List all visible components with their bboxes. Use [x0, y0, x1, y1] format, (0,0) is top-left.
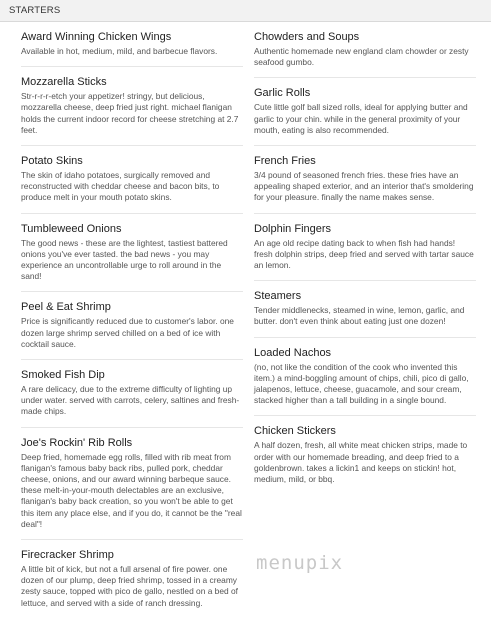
menu-item-description: Available in hot, medium, mild, and barbecue flavors. — [21, 46, 218, 56]
menu-item-description: (no, not like the condition of the cook who invented this item.) a mind-boggling amount of chips, chili, pico di gallo, jalapenos, lettuce, cheese, guacamole, and sour cream, stacked higher than a tall building in a single bound. — [254, 361, 469, 406]
menu-item-name: Award Winning Chicken Wings — [21, 31, 172, 43]
menu-item-description: A rare delicacy, due to the extreme difficulty of lighting up under water. served with carrots, celery, saltines and fresh-made chips. — [21, 384, 240, 417]
menu-item-description: Price is significantly reduced due to customer's labor. one dozen large shrimp served chilled on a bed of ice with cocktail sauce. — [21, 316, 234, 349]
menu-item-name: Tumbleweed Onions — [21, 222, 122, 235]
menu-item — [21, 75, 243, 146]
left-column — [21, 30, 243, 626]
menu-item-description: Tender middlenecks, steamed in wine, lemon, garlic, and butter. don't even think about eating just one dozen! — [254, 305, 465, 327]
section-title: STARTERS — [9, 5, 61, 16]
menu-item-description: The skin of idaho potatoes, surgically removed and reconstructed with cheddar cheese and bacon bits, to produce melt in your mouth potato skins. — [21, 170, 220, 203]
menu-item-name: Loaded Nachos — [254, 346, 332, 359]
menu-item-name: Peel & Eat Shrimp — [21, 301, 111, 314]
menu-item — [254, 346, 476, 417]
menu-item — [254, 289, 476, 337]
menu-item-description: A little bit of kick, but not a full arsenal of fire power. one dozen of our plump, deep fried shrimp, tossed in a creamy zesty sauce, topped with pico de gallo, nestled on a bed of lettuce, and served with a side of ranch dressing. — [21, 564, 238, 608]
section-header — [0, 0, 491, 22]
menu-item-name: Firecracker Shrimp — [21, 549, 114, 562]
menupix-watermark: menupix — [256, 552, 344, 574]
menu-item — [254, 86, 476, 146]
menu-item — [21, 436, 243, 540]
menu-item — [21, 368, 243, 428]
menu-item-name: Potato Skins — [21, 155, 83, 168]
menu-item-description: The good news - these are the lightest, tastiest battered onions you've ever tasted. the bad news - you may experience an uncontrollable urge to roll around in the sand! — [21, 237, 228, 282]
menu-item-description: A half dozen, fresh, all white meat chicken strips, made to order with our homemade breading, and deep fried to a goldenbrown. takes a lickin1 and keeps on stickin! hot, medium, mild, or bbq. — [254, 440, 468, 485]
menu-item — [21, 222, 243, 293]
menu-item — [254, 30, 476, 78]
menu-item-name: Mozzarella Sticks — [21, 76, 107, 89]
menu-item-description: 3/4 pound of seasoned french fries. these fries have an appealing shaped exterior, and an interior that's smoldering for your pleasure. finally the name makes sense. — [254, 170, 474, 203]
menu-item-name: Dolphin Fingers — [254, 222, 332, 235]
menu-item — [21, 300, 243, 360]
menu-item-name: Steamers — [254, 290, 302, 303]
menu-item-name: Joe's Rockin' Rib Rolls — [21, 436, 133, 449]
menu-item-name: French Fries — [254, 155, 316, 168]
right-column — [254, 30, 476, 502]
menu-item-name: Smoked Fish Dip — [21, 369, 105, 382]
menu-item-description: Authentic homemade new england clam chowder or zesty seafood gumbo. — [254, 46, 469, 68]
menu-item — [21, 154, 243, 214]
menu-item-description: Cute little golf ball sized rolls, ideal for applying butter and garlic to your chin. while in the general proximity of your mouth, eating is also recommended. — [254, 102, 468, 135]
menu-item — [21, 548, 243, 618]
menu-item — [254, 424, 476, 494]
menu-item-description: An age old recipe dating back to when fish had hands! fresh dolphin strips, deep fried and served with tartar sauce an lemon. — [254, 237, 474, 271]
menu-item-name: Garlic Rolls — [254, 87, 311, 100]
menu-item-name: Chicken Stickers — [254, 425, 336, 438]
menu-item — [21, 30, 243, 67]
menu-item — [254, 222, 476, 282]
menu-item-description: Deep fried, homemade egg rolls, filled with rib meat from flanigan's famous baby back ribs, pulled pork, cheddar cheese, onions, and our award winning barbeque sauce. these melt-in-your-mouth delectables are an exclusive, flanigan's baby back creation, so you won't be able to get this item any place else, and if you do, it cannot be the "real deal"! — [21, 451, 242, 529]
menu-item-name: Chowders and Soups — [254, 31, 360, 43]
menu-item — [254, 154, 476, 214]
menu-item-description: Str-r-r-r-etch your appetizer! stringy, but delicious, mozzarella cheese, deep fried just right. michael flanigan holds the current indoor record for cheese stretching at 2.7 feet. — [21, 91, 239, 135]
